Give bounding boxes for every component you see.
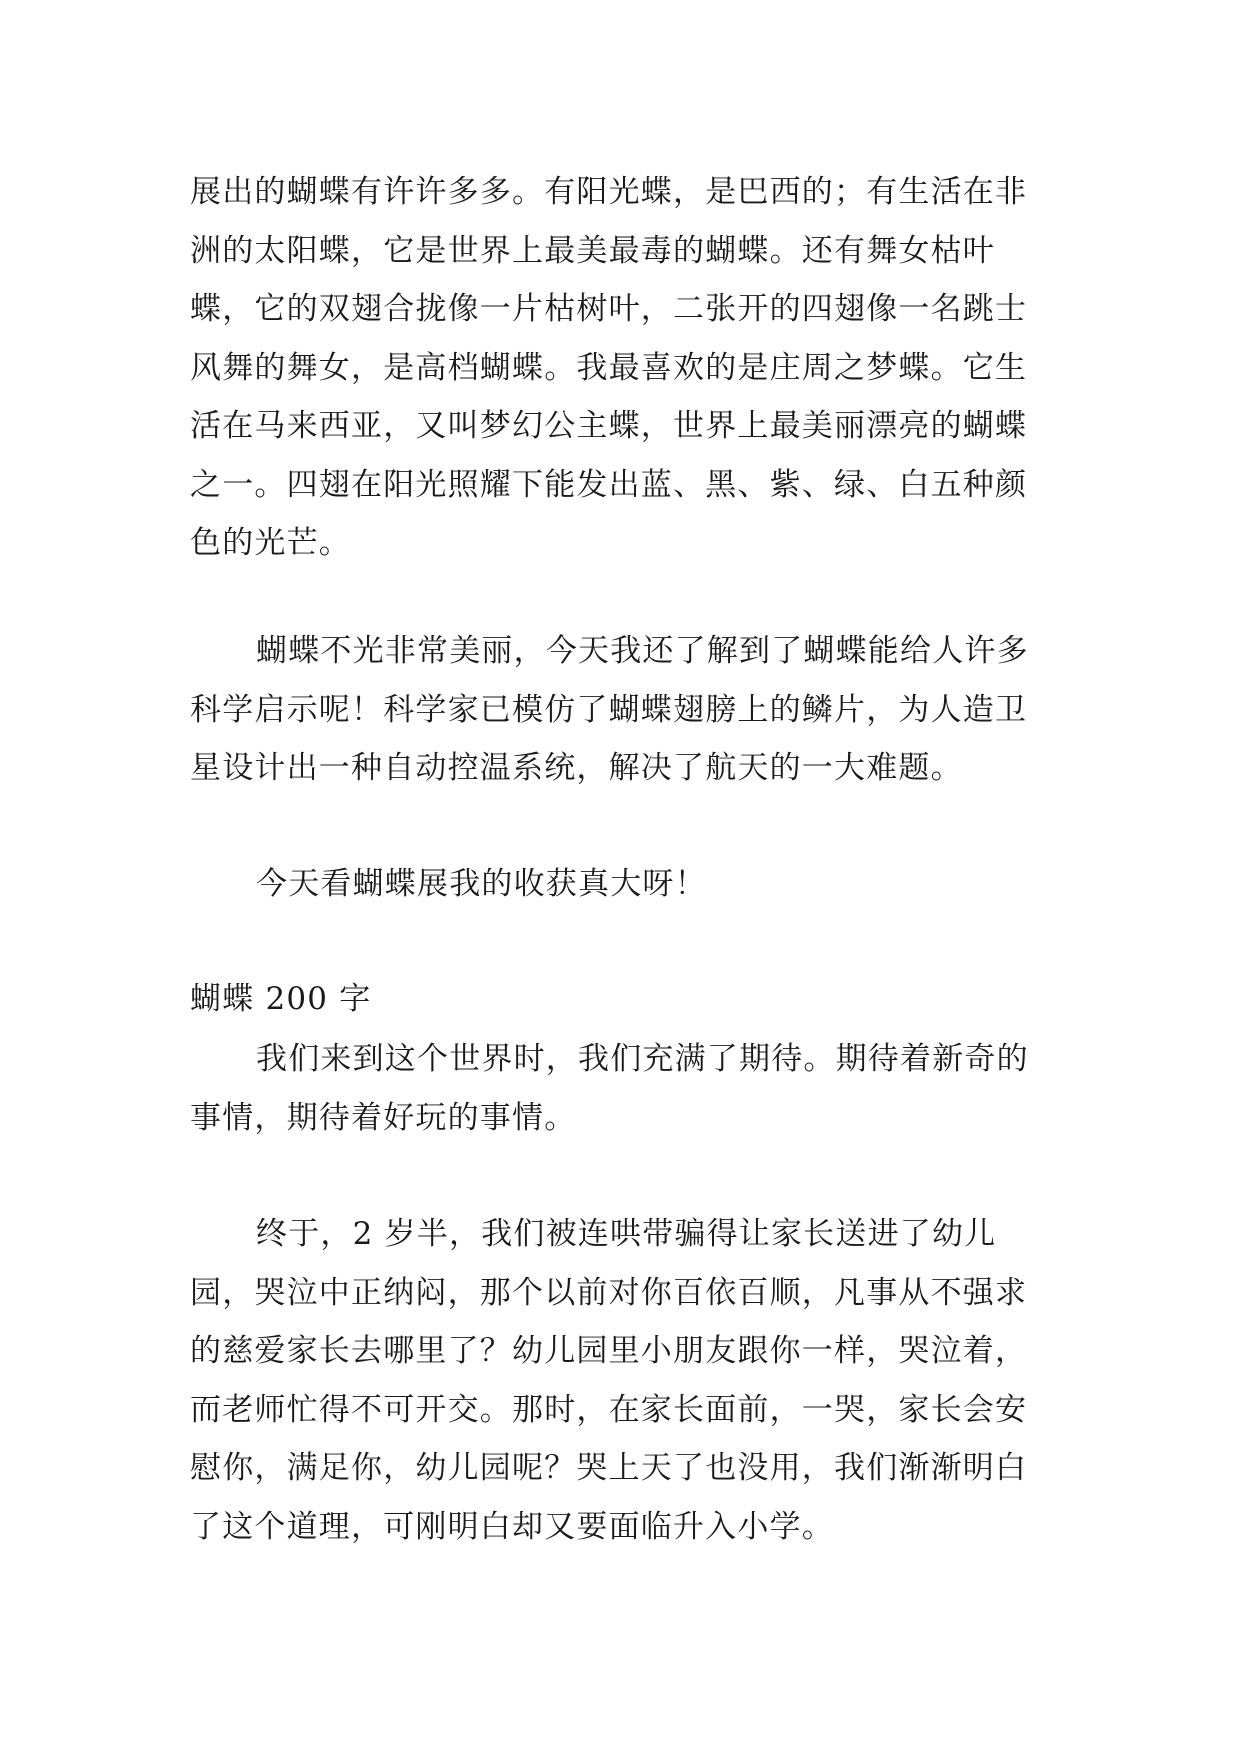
paragraph-science-inspiration: 蝴蝶不光非常美丽，今天我还了解到了蝴蝶能给人许多科学启示呢！科学家已模仿了蝴蝶翅膀上的鳞片，为人造卫星设计出一种自动控温系统，解决了航天的一大难题。 xyxy=(190,633,1029,786)
paragraph-harvest: 今天看蝴蝶展我的收获真大呀！ xyxy=(256,866,707,902)
paragraph-expectation: 我们来到这个世界时，我们充满了期待。期待着新奇的事情，期待着好玩的事情。 xyxy=(190,1041,1029,1136)
paragraph-kindergarten: 终于，2 岁半，我们被连哄带骗得让家长送进了幼儿园，哭泣中正纳闷，那个以前对你百依百顺，凡事从不强求的慈爱家长去哪里了？幼儿园里小朋友跟你一样，哭泣着，而老师忙得不可开交。那时，在家长面前，一哭，家长会安慰你，满足你，幼儿园呢？哭上天了也没用，我们渐渐明白了这个道理，可刚明白却又要面临升入小学。 xyxy=(190,1216,1028,1545)
paragraph-butterfly-exhibit: 展出的蝴蝶有许许多多。有阳光蝶，是巴西的；有生活在非洲的太阳蝶，它是世界上最美最毒的蝴蝶。还有舞女枯叶蝶，它的双翅合拢像一片枯树叶，二张开的四翅像一名跳士风舞的舞女，是高档蝴蝶。我最喜欢的是庄周之梦蝶。它生活在马来西亚，又叫梦幻公主蝶，世界上最美丽漂亮的蝴蝶之一。四翅在阳光照耀下能发出蓝、黑、紫、绿、白五种颜色的光芒。 xyxy=(190,174,1028,561)
section-heading: 蝴蝶 200 字 xyxy=(190,981,372,1017)
